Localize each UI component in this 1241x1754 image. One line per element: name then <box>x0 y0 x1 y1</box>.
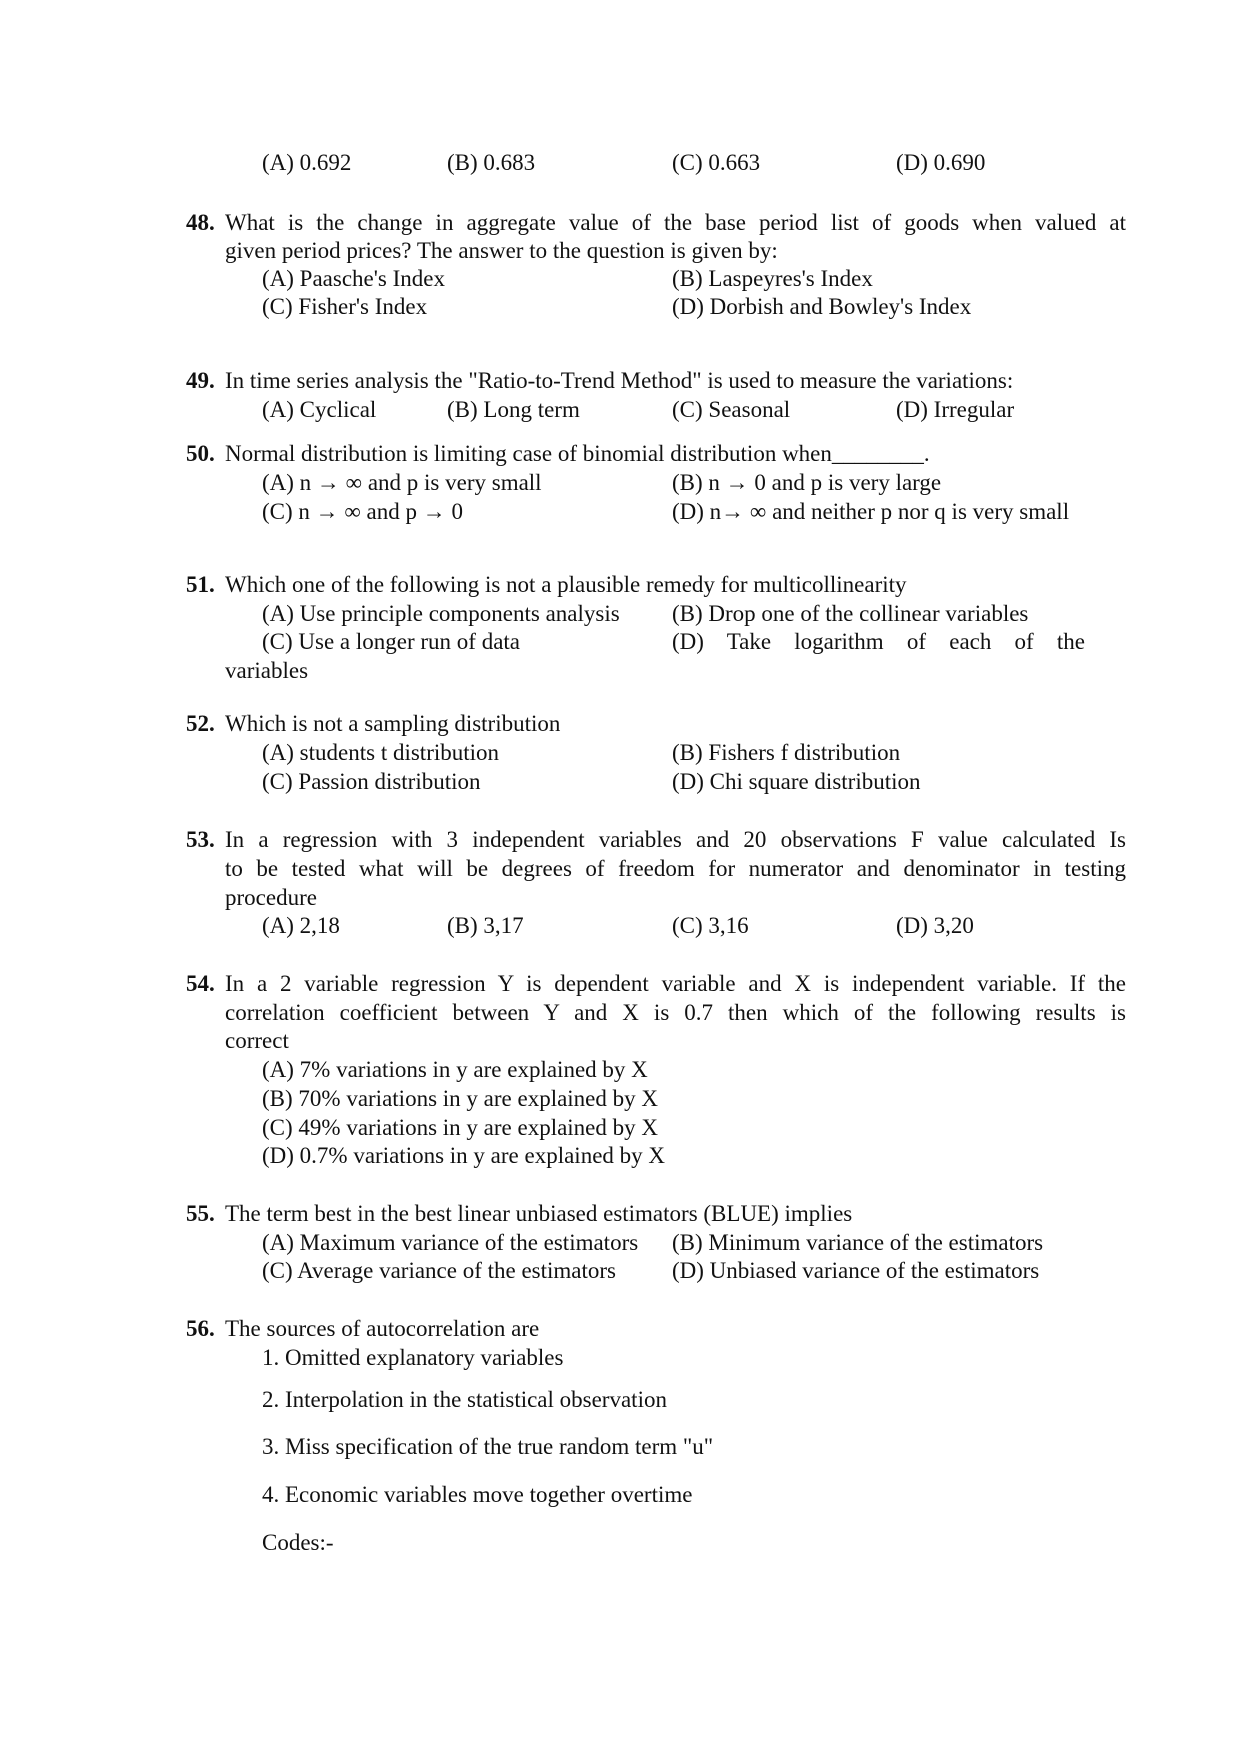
option-a: (A) Cyclical <box>262 397 377 422</box>
option-d: (D) Dorbish and Bowley's Index <box>672 294 972 319</box>
question-text: Normal distribution is limiting case of binomial distribution when________. <box>225 441 930 466</box>
option-b: (B) 3,17 <box>447 913 524 938</box>
option-d: (D) Unbiased variance of the estimators <box>672 1258 1040 1283</box>
list-item: 4. Economic variables move together overtime <box>262 1482 693 1507</box>
option-c: (C) 0.663 <box>672 150 761 175</box>
list-item: 1. Omitted explanatory variables <box>262 1345 564 1370</box>
question-number: 49. <box>186 368 215 393</box>
option-d-continued: variables <box>225 658 309 683</box>
option-c: (C) 49% variations in y are explained by X <box>262 1115 658 1140</box>
question-text: In a 2 variable regression Y is dependent variable and X is independent variable. If the <box>225 971 1126 996</box>
question-number: 55. <box>186 1201 215 1226</box>
option-b: (B) Minimum variance of the estimators <box>672 1230 1044 1255</box>
option-a: (A) students t distribution <box>262 740 500 765</box>
option-b: (B) Long term <box>447 397 580 422</box>
question-text: to be tested what will be degrees of freedom for numerator and denominator in testing <box>225 856 1126 881</box>
option-b: (B) n → 0 and p is very large <box>672 470 942 495</box>
option-b: (B) Drop one of the collinear variables <box>672 601 1029 626</box>
option-c: (C) 3,16 <box>672 913 749 938</box>
option-a: (A) Maximum variance of the estimators <box>262 1230 639 1255</box>
option-d: (D) 3,20 <box>896 913 974 938</box>
option-a: (A) Use principle components analysis <box>262 601 620 626</box>
question-text: procedure <box>225 885 317 910</box>
list-item: 3. Miss specification of the true random term "u" <box>262 1434 714 1459</box>
question-number: 50. <box>186 441 215 466</box>
option-a: (A) 0.692 <box>262 150 352 175</box>
option-c: (C) n → ∞ and p → 0 <box>262 499 464 524</box>
question-text: correlation coefficient between Y and X is 0.7 then which of the following results is <box>225 1000 1126 1025</box>
option-a: (A) 7% variations in y are explained by X <box>262 1057 648 1082</box>
question-text: The term best in the best linear unbiased estimators (BLUE) implies <box>225 1201 853 1226</box>
question-text: correct <box>225 1028 289 1053</box>
option-a: (A) 2,18 <box>262 913 340 938</box>
question-text: Which is not a sampling distribution <box>225 711 561 736</box>
option-a: (A) n → ∞ and p is very small <box>262 470 542 495</box>
option-c: (C) Fisher's Index <box>262 294 428 319</box>
list-item: 2. Interpolation in the statistical observation <box>262 1387 667 1412</box>
codes-label: Codes:- <box>262 1530 334 1555</box>
option-d: (D) Irregular <box>896 397 1015 422</box>
option-d: (D) n→ ∞ and neither p nor q is very small <box>672 499 1070 524</box>
question-number: 48. <box>186 210 215 235</box>
option-d: (D) Chi square distribution <box>672 769 921 794</box>
question-number: 54. <box>186 971 215 996</box>
question-number: 51. <box>186 572 215 597</box>
option-c: (C) Use a longer run of data <box>262 629 521 654</box>
question-text: Which one of the following is not a plausible remedy for multicollinearity <box>225 572 907 597</box>
option-c: (C) Seasonal <box>672 397 791 422</box>
question-text: The sources of autocorrelation are <box>225 1316 540 1341</box>
question-text: In a regression with 3 independent variables and 20 observations F value calculated Is <box>225 827 1126 852</box>
option-b: (B) Laspeyres's Index <box>672 266 873 291</box>
question-text: What is the change in aggregate value of the base period list of goods when valued at <box>225 210 1126 235</box>
option-c: (C) Passion distribution <box>262 769 481 794</box>
option-a: (A) Paasche's Index <box>262 266 445 291</box>
option-d: (D) 0.690 <box>896 150 986 175</box>
question-number: 52. <box>186 711 215 736</box>
option-d: (D) Take logarithm of each of the <box>672 629 1085 654</box>
question-text: In time series analysis the "Ratio-to-Trend Method" is used to measure the variations: <box>225 368 1014 393</box>
option-c: (C) Average variance of the estimators <box>262 1258 617 1283</box>
question-text: given period prices? The answer to the question is given by: <box>225 238 778 263</box>
option-d: (D) 0.7% variations in y are explained by X <box>262 1143 666 1168</box>
option-b: (B) 0.683 <box>447 150 536 175</box>
option-b: (B) 70% variations in y are explained by X <box>262 1086 658 1111</box>
question-number: 56. <box>186 1316 215 1341</box>
option-b: (B) Fishers f distribution <box>672 740 901 765</box>
question-number: 53. <box>186 827 215 852</box>
